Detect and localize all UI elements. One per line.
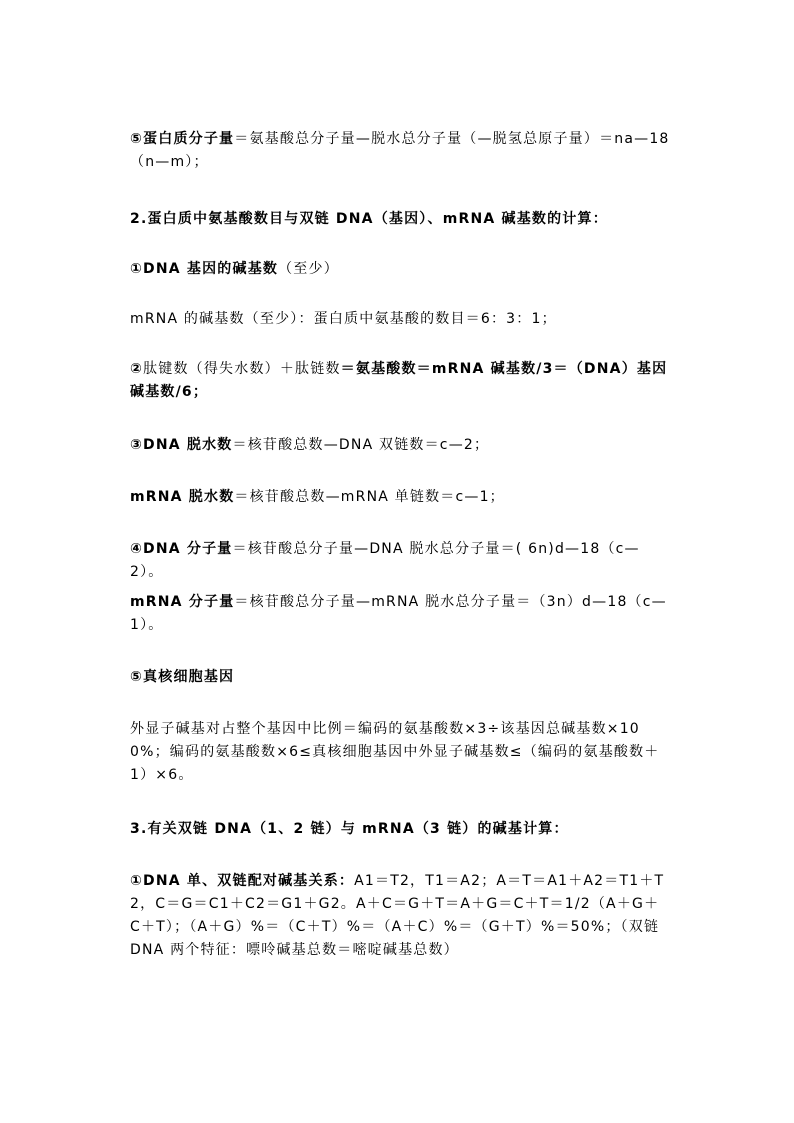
paragraph-text: ＝氨基酸总分子量—脱水总分子量（—脱氢总原子量）＝na—18（n—m）； <box>130 131 670 170</box>
paragraph-mrna-dehydration <box>130 486 505 509</box>
paragraph-dna-bases <box>130 258 339 281</box>
bold-lead: ⑤蛋白质分子量 <box>130 131 235 147</box>
paragraph-text: A1＝T2，T1＝A2；A＝T＝A1＋A2＝T1＋T2，C＝G＝C1＋C2＝G1＋G2。A＋C＝G＋T＝A＋G＝C＋T＝1/2（A＋G＋C＋T）；（A＋G）%＝（C＋T）%＝（A＋C）%＝（G＋T）%＝50%；（双链 DNA 两个特征：嘌呤碱基总数＝嘧啶碱基总数） <box>130 873 665 958</box>
section-heading-2: 2.蛋白质中氨基酸数目与双链 DNA（基因）、mRNA 碱基数的计算： <box>130 211 608 227</box>
paragraph-mrna-mass <box>130 591 670 637</box>
bold-lead: ④DNA 分子量 <box>130 541 233 557</box>
bold-tail: ＝氨基酸数＝mRNA 碱基数/3＝（DNA）基因碱基数/6； <box>130 361 668 400</box>
bold-lead: ①DNA 基因的碱基数 <box>130 261 279 277</box>
paragraph-peptide-bonds <box>130 358 670 404</box>
paragraph-protein-mass <box>130 128 670 174</box>
paragraph-text: 肽键数（得失水数）＋肽链数 <box>143 361 341 377</box>
subheading-eukaryotic-gene: ⑤真核细胞基因 <box>130 669 235 685</box>
bold-lead: ①DNA 单、双链配对碱基关系： <box>130 873 355 889</box>
bold-lead: mRNA 分子量 <box>130 594 235 610</box>
paragraph-text: ＝核苷酸总数—mRNA 单链数＝c—1； <box>234 489 505 505</box>
paragraph-exon-ratio: 外显子碱基对占整个基因中比例＝编码的氨基酸数×3÷该基因总碱基数×100%；编码的氨基酸数×6≤真核细胞基因中外显子碱基数≤（编码的氨基酸数＋1）×6。 <box>130 721 660 783</box>
bold-lead: mRNA 脱水数 <box>130 489 235 505</box>
bold-lead: ② <box>130 361 144 377</box>
paragraph-text: ＝核苷酸总数—DNA 双链数＝c—2； <box>232 437 490 453</box>
paragraph-text: ＝核苷酸总分子量—mRNA 脱水总分子量＝（3n）d—18（c—1）。 <box>130 594 667 633</box>
paragraph-dna-dehydration <box>130 434 489 457</box>
paragraph-text: ＝核苷酸总分子量—DNA 脱水总分子量＝( 6n)d—18（c—2）。 <box>130 541 640 580</box>
paragraph-dna-mass <box>130 538 670 584</box>
paragraph-mrna-bases: mRNA 的碱基数（至少）：蛋白质中氨基酸的数目＝6：3：1； <box>130 311 557 327</box>
paragraph-base-pairing <box>130 870 670 962</box>
section-heading-3: 3.有关双链 DNA（1、2 链）与 mRNA（3 链）的碱基计算： <box>130 821 569 837</box>
bold-lead: ③DNA 脱水数 <box>130 437 233 453</box>
paragraph-text: （至少） <box>278 261 339 277</box>
